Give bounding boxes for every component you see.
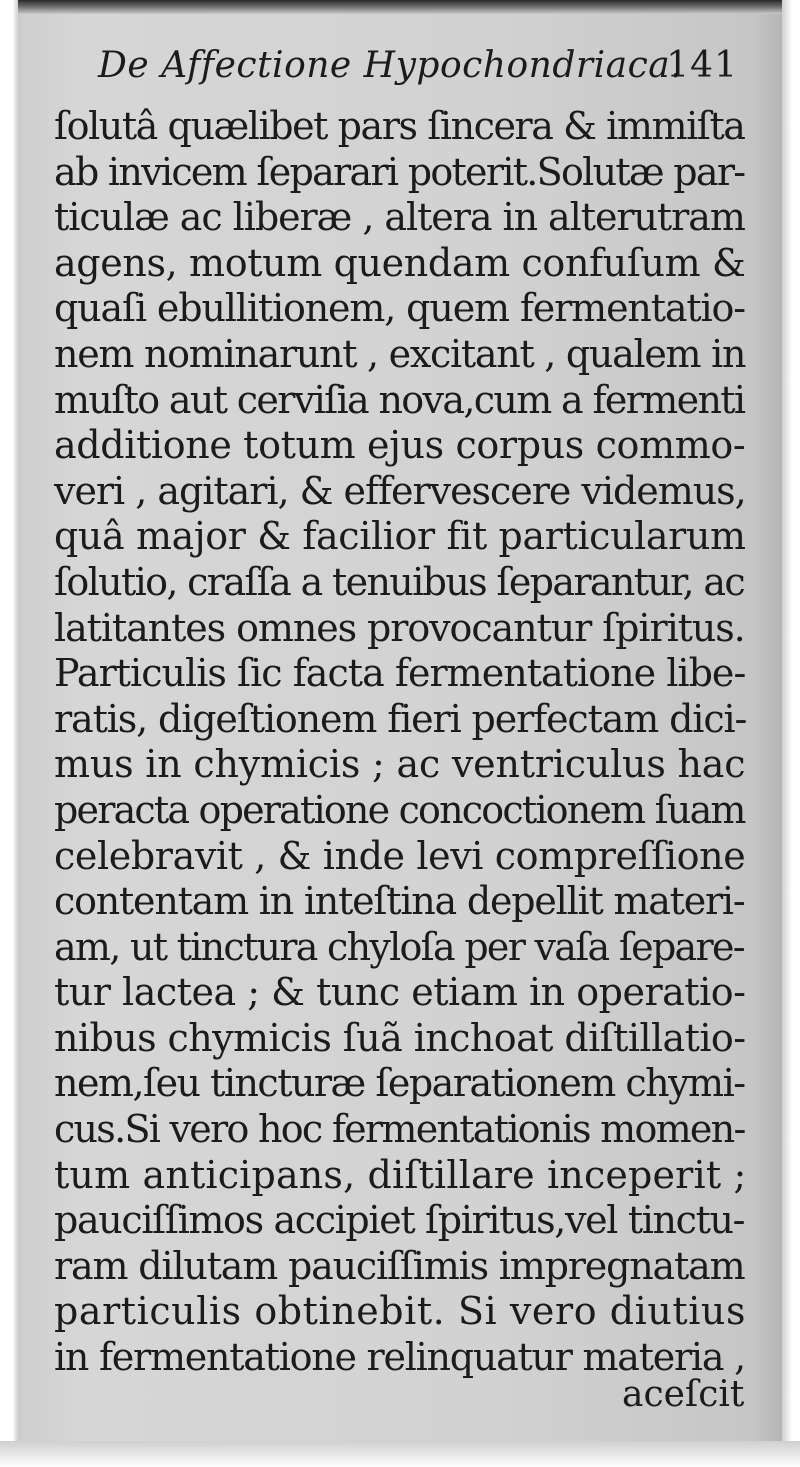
page-header [98, 45, 738, 93]
text-line: nem,ſeu tincturæ ſeparationem chymi- [54, 1061, 745, 1106]
text-line: celebravit , & inde levi compreſſione [54, 833, 746, 878]
text-line: nibus chymicis ſuã inchoat diſtillatio- [54, 1015, 746, 1060]
text-line: quaſi ebullitionem, quem fermentatio- [54, 286, 745, 331]
text-line: agens, motum quendam confuſum & [54, 240, 746, 285]
text-line: cus.Si vero hoc fermentationis momen- [54, 1107, 745, 1152]
catchword: aceſcit [622, 1374, 745, 1415]
text-line: muſto aut cerviſia nova,cum a fermenti [54, 377, 745, 422]
text-line: ſolutio, craſſa a tenuibus ſeparantur, ac [54, 559, 744, 604]
text-line: nem nominarunt , excitant , qualem in [54, 331, 746, 376]
text-line: peracta operatione concoctionem ſuam [54, 787, 745, 832]
text-line: particulis obtinebit. Si vero diutius [54, 1289, 747, 1334]
page-left-margin [0, 0, 18, 1467]
page-top-edge [0, 0, 800, 14]
text-line: am, ut tinctura chyloſa per vaſa ſepare- [54, 924, 744, 969]
text-line: ab invicem ſeparari poterit.Solutæ par- [54, 149, 745, 194]
text-line: ratis, digeſtionem fieri perfectam dici- [54, 696, 747, 741]
page-number: 141 [666, 45, 738, 86]
text-line: latitantes omnes provocantur ſpiritus. [54, 605, 745, 650]
running-head: De Affectione Hypochondriaca. [98, 45, 683, 86]
page-bottom-margin [0, 1441, 800, 1467]
text-line: additione totum ejus corpus commo- [54, 423, 746, 468]
text-line: tum anticipans, diſtillare inceperit ; [54, 1152, 747, 1197]
text-line: ticulæ ac liberæ , altera in alterutram [54, 195, 745, 240]
text-line: ram dilutam pauciſſimis impregnatam [54, 1243, 745, 1288]
text-line: Particulis ſic facta fermentatione libe- [54, 651, 746, 696]
text-line: contentam in inteſtina depellit materi- [54, 879, 745, 924]
text-line: veri , agitari, & effervescere videmus, [54, 468, 746, 513]
text-line: quâ major & facilior fit particularum [54, 514, 746, 559]
body-text [54, 104, 746, 1381]
text-line: in fermentatione relinquatur materia , [54, 1335, 745, 1380]
text-line: pauciſſimos accipiet ſpiritus,vel tinctu- [54, 1198, 745, 1243]
text-line: tur lactea ; & tunc etiam in operatio- [54, 970, 746, 1015]
text-line: mus in chymicis ; ac ventriculus hac [54, 742, 746, 787]
text-line: ſolutâ quælibet pars ſincera & immiſta [54, 104, 745, 148]
page-right-margin [782, 0, 800, 1467]
